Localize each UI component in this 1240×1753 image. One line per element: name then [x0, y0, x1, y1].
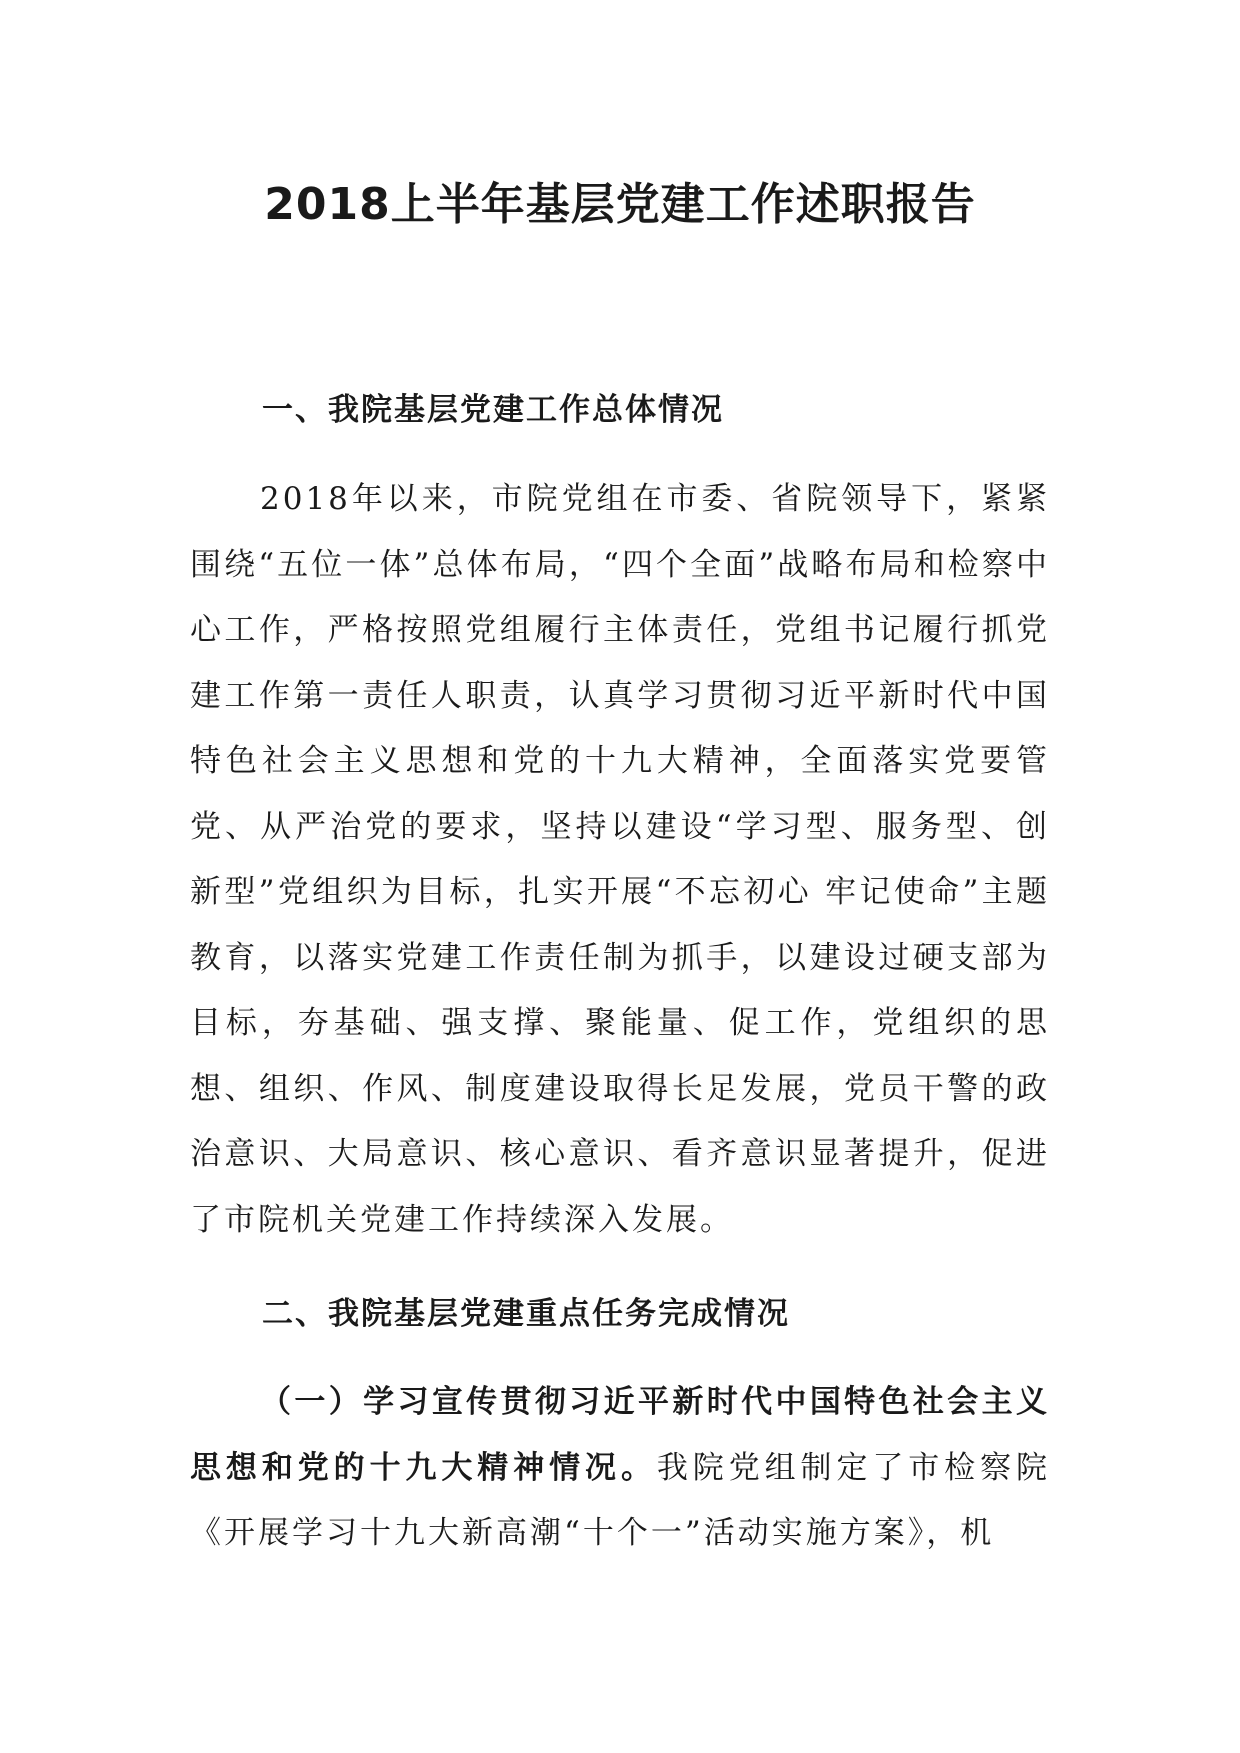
section-2-paragraph [190, 1370, 1050, 1567]
section-2-heading: 二、我院基层党建重点任务完成情况 [262, 1296, 790, 1332]
document-title: 2018上半年基层党建工作述职报告 [264, 179, 976, 230]
section-1-paragraph: 2018年以来，市院党组在市委、省院领导下，紧紧围绕“五位一体”总体布局，“四个全面”战略布局和检察中心工作，严格按照党组履行主体责任，党组书记履行抓党建工作第一责任人职责，认真学习贯彻习近平新时代中国特色社会主义思想和党的十九大精神，全面落实党要管党、从严治党的要求，坚持以建设“学习型、服务型、创新型”党组织为目标，扎实开展“不忘初心 牢记使命”主题教育，以落实党建工作责任制为抓手，以建设过硬支部为目标，夯基础、强支撑、聚能量、促工作，党组织的思想、组织、作风、制度建设取得长足发展，党员干警的政治意识、大局意识、核心意识、看齐意识显著提升，促进了市院机关党建工作持续深入发展。 [190, 481, 1050, 1238]
section-2-subheading: （一）学习宣传贯彻习近平新时代中国特色社会主义思想和党的十九大精神情况。 [190, 1384, 1050, 1486]
section-1-heading: 一、我院基层党建工作总体情况 [262, 392, 724, 428]
section-2-body: 我院党组制定了市检察院《开展学习十九大新高潮“十个一”活动实施方案》，机 [190, 1449, 1051, 1551]
